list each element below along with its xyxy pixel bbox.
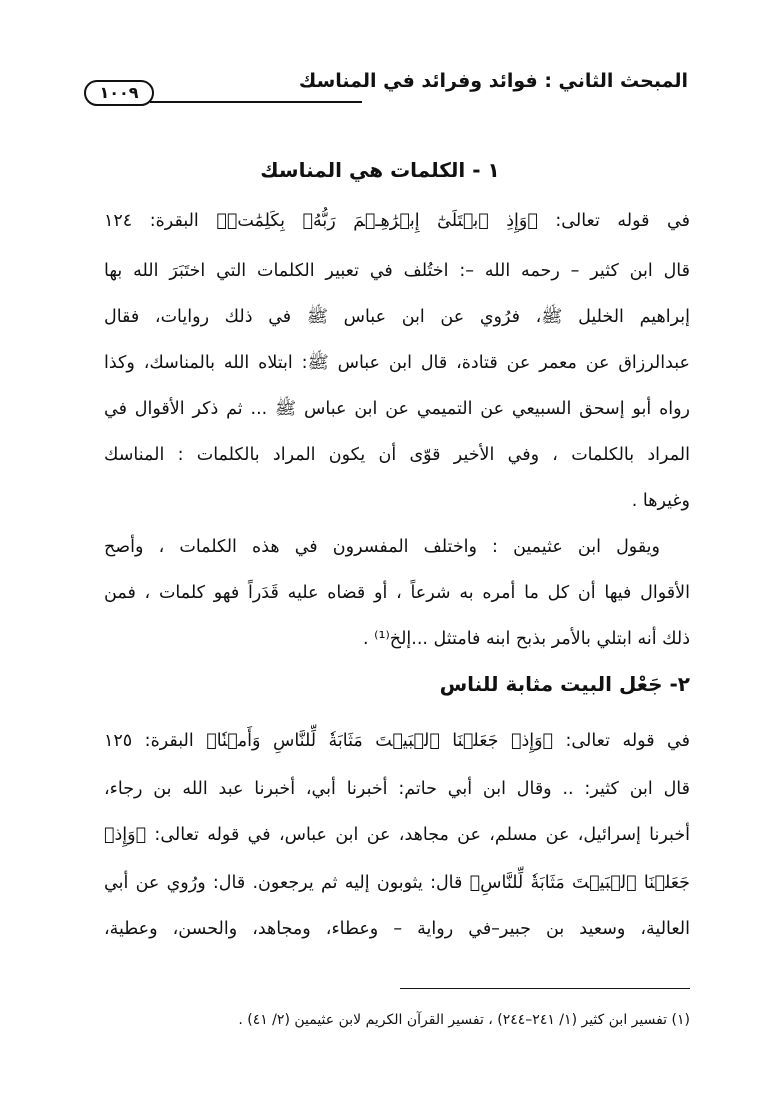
section-heading-2: ٢- جَعْل البيت مثابة للناس [439, 672, 690, 696]
page-number-badge [84, 80, 154, 106]
running-header [84, 68, 688, 108]
paragraph-line: رواه أبو إسحق السبيعي عن التميمي عن ابن عباس ﷺ ... ثم ذكر الأقوال في [104, 399, 690, 419]
paragraph-line: قال ابن كثير: .. وقال ابن أبي حاتم: أخبرنا أبي، أخبرنا عبد الله بن رجاء، [104, 779, 690, 799]
paragraph-line: إبراهيم الخليل ﷺ، فرُوي عن ابن عباس ﷺ في ذلك روايات، فقال [104, 307, 690, 327]
chapter-title: المبحث الثاني : فوائد وفرائد في المناسك [298, 70, 688, 92]
paragraph-line: في قوله تعالى: ﴿وَإِذِ ٱبۡتَلَىٰٓ إِبۡرَٰهِـۧمَ رَبُّهُۥ بِكَلِمَٰتٖ﴾ البقرة: ١٢٤ [104, 211, 690, 231]
page-number: ١٠٠٩ [99, 83, 139, 102]
header-rule [150, 101, 362, 103]
paragraph-line: ذلك أنه ابتلي بالأمر بذبح ابنه فامتثل ...إلخ⁽¹⁾ . [363, 629, 690, 649]
footnote: (١) تفسير ابن كثير (١/ ٢٤١–٢٤٤) ، تفسير القرآن الكريم لابن عثيمين (٢/ ٤١) . [238, 1012, 690, 1028]
paragraph-line: وغيرها . [631, 491, 690, 511]
paragraph-line: العالية، وسعيد بن جبير–في رواية – وعطاء، ومجاهد، والحسن، وعطية، [104, 919, 690, 939]
paragraph-line: عبدالرزاق عن معمر عن قتادة، قال ابن عباس ﷺ: ابتلاه الله بالمناسك، وكذا [104, 353, 690, 373]
paragraph-line: ويقول ابن عثيمين : واختلف المفسرون في هذه الكلمات ، وأصح [104, 537, 660, 557]
footnote-rule [400, 988, 690, 989]
paragraph-line: قال ابن كثير – رحمه الله –: اختُلف في تعبير الكلمات التي اختَبَرَ الله بها [104, 261, 690, 281]
paragraph-line: في قوله تعالى: ﴿وَإِذۡ جَعَلۡنَا ٱلۡبَيۡتَ مَثَابَةٗ لِّلنَّاسِ وَأَمۡنٗا﴾ البقرة: ١٢٥ [104, 731, 690, 751]
paragraph-line: جَعَلۡنَا ٱلۡبَيۡتَ مَثَابَةٗ لِّلنَّاسِ﴾ قال: يثوبون إليه ثم يرجعون. قال: ورُوي عن أبي [104, 873, 690, 893]
paragraph-line: المراد بالكلمات ، وفي الأخير قوّى أن يكون المراد بالكلمات : المناسك [104, 445, 690, 465]
paragraph-line: أخبرنا إسرائيل، عن مسلم، عن مجاهد، عن ابن عباس، في قوله تعالى: ﴿وَإِذۡ [104, 825, 690, 845]
paragraph-line: الأقوال فيها أن كل ما أمره به شرعاً ، أو قضاه عليه قَدَراً فهو كلمات ، فمن [104, 583, 690, 603]
section-heading-1: ١ - الكلمات هي المناسك [260, 158, 500, 182]
